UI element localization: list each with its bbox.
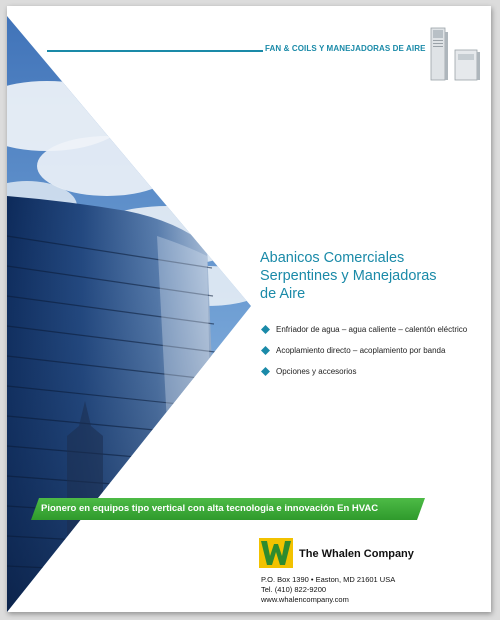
title-line: Serpentines y Manejadoras — [260, 268, 437, 284]
brochure-page — [7, 6, 491, 612]
company-address — [261, 575, 395, 605]
title-line: Abanicos Comerciales — [260, 250, 405, 266]
title-line: de Aire — [260, 286, 306, 302]
list-item-text: Enfriador de agua – agua caliente – calentón eléctrico — [276, 325, 468, 334]
diamond-bullet-icon — [261, 367, 270, 376]
address-line: P.O. Box 1390 • Easton, MD 21601 USA — [261, 575, 396, 584]
header-label: FAN & COILS Y MANEJADORAS DE AIRE — [265, 44, 426, 53]
list-item — [261, 345, 487, 356]
whalen-w-logo-icon — [259, 538, 293, 568]
website-link[interactable]: www.whalencompany.com — [261, 595, 349, 604]
list-item-text: Acoplamiento directo – acoplamiento por banda — [276, 346, 446, 355]
banner-text: Pionero en equipos tipo vertical con alta tecnologia e innovación En HVAC — [41, 503, 379, 514]
hvac-units-image — [425, 24, 483, 86]
list-item — [261, 324, 487, 335]
diamond-bullet-icon — [261, 325, 270, 334]
list-item-text: Opciones y accesorios — [276, 367, 357, 376]
skyscraper-photo — [7, 6, 491, 612]
header-rule — [47, 50, 263, 52]
brochure-title — [260, 249, 490, 303]
diamond-bullet-icon — [261, 346, 270, 355]
list-item — [261, 366, 487, 377]
feature-list — [261, 324, 487, 387]
phone-line: Tel. (410) 822-9200 — [261, 585, 327, 594]
company-name: The Whalen Company — [299, 548, 414, 560]
